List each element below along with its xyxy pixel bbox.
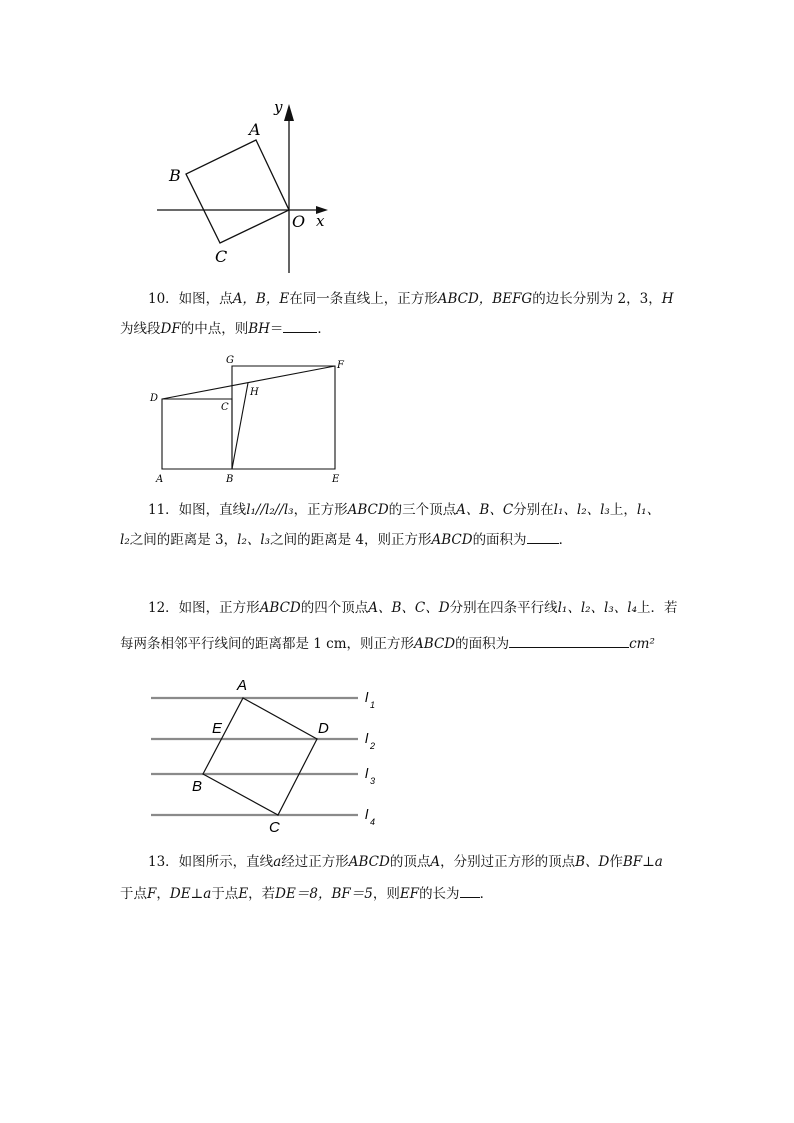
label-l3-subscript: 3 — [370, 776, 376, 786]
label-l1-subscript: 1 — [370, 700, 376, 710]
figure-two-squares — [148, 352, 363, 486]
text: 在同一条直线上，正方形 — [289, 291, 438, 307]
segment-ef: EF — [399, 886, 420, 902]
text: 的三个顶点 — [388, 502, 457, 518]
label-a: A — [156, 474, 164, 485]
problem-12-number: 12．如图，正方形 — [148, 600, 260, 616]
perp-de: DE⊥a — [169, 886, 212, 902]
problem-11-number: 11．如图，直线 — [148, 502, 247, 518]
problem-12-line-2 — [120, 626, 700, 662]
answer-blank[interactable] — [283, 318, 317, 333]
label-l1: l — [365, 689, 369, 705]
text: 经过正方形 — [281, 854, 349, 870]
squares: ABCD，BEFG — [437, 291, 533, 307]
segment-bh: BH — [248, 321, 270, 337]
text: 的中点，则 — [180, 321, 249, 337]
label-l2: l — [365, 730, 369, 746]
label-g: G — [226, 355, 234, 366]
problem-10-line-2 — [120, 314, 700, 344]
condition: DE＝8，BF＝5 — [275, 886, 373, 902]
label-f: F — [337, 360, 344, 371]
label-c: C — [215, 247, 228, 266]
label-o: O — [292, 212, 306, 231]
text: 为线段 — [120, 321, 161, 337]
label-d: D — [318, 720, 329, 737]
problem-11 — [120, 495, 700, 555]
text: 的面积为 — [472, 532, 527, 548]
perp-bf: BF⊥a — [622, 854, 663, 870]
text: 上， — [609, 502, 637, 518]
label-l3: l — [365, 765, 369, 781]
text: ，若 — [248, 886, 276, 902]
text: ， — [156, 886, 170, 902]
label-x: x — [316, 212, 325, 230]
problem-10-line-1 — [120, 284, 700, 314]
point-h: H — [661, 291, 674, 307]
square-name: ABCD — [259, 600, 301, 616]
problem-11-line-2 — [120, 525, 700, 555]
label-d: D — [150, 393, 159, 404]
label-e: E — [332, 474, 340, 485]
text: 每两条相邻平行线间的距离都是 1 cm，则正方形 — [120, 636, 415, 652]
text: 的边长分别为 2，3， — [532, 291, 662, 307]
label-b: B — [226, 474, 234, 485]
point-e: E — [238, 886, 249, 902]
square-name: ABCD — [348, 854, 390, 870]
unit: cm² — [629, 636, 655, 652]
line-a: a — [273, 854, 282, 870]
segment-bh-line — [232, 383, 248, 469]
problem-10 — [120, 284, 700, 344]
text: ，则 — [372, 886, 400, 902]
label-l4: l — [365, 806, 369, 822]
label-h: H — [250, 387, 259, 398]
text: 作 — [609, 854, 623, 870]
text: 于点 — [120, 886, 147, 902]
label-y: y — [274, 98, 283, 116]
problem-13-line-1 — [120, 846, 700, 878]
square-abcd — [203, 698, 317, 815]
line-l2: l₂ — [120, 532, 130, 548]
text: 之间的距离是 4，则正方形 — [270, 532, 432, 548]
text: 的四个顶点 — [300, 600, 369, 616]
text: 分别在四条平行线 — [449, 600, 558, 616]
answer-blank[interactable] — [460, 883, 480, 898]
label-c: C — [221, 402, 229, 413]
problem-13-number: 13．如图所示，直线 — [148, 854, 274, 870]
problem-12-line-1 — [120, 590, 700, 626]
point-f: F — [147, 886, 157, 902]
problem-10-number: 10．如图，点 — [148, 291, 233, 307]
text: 的面积为 — [455, 636, 510, 652]
problem-11-line-1 — [120, 495, 700, 525]
text: 之间的距离是 3， — [129, 532, 238, 548]
segment-df-line — [162, 366, 335, 399]
square-befg — [232, 366, 335, 469]
problem-12 — [120, 590, 700, 662]
label-a: A — [249, 120, 261, 139]
label-c: C — [269, 819, 280, 836]
label-b: B — [192, 778, 203, 795]
text: 于点 — [211, 886, 239, 902]
answer-blank[interactable] — [527, 529, 559, 544]
label-a: A — [237, 677, 248, 694]
label-l2-subscript: 2 — [370, 741, 376, 751]
square-abco — [186, 140, 289, 243]
text: ． — [479, 886, 494, 902]
text: 分别在 — [513, 502, 554, 518]
lines: l₁、l₂、l₃、l₄ — [557, 600, 638, 616]
square-name: ABCD — [431, 532, 473, 548]
text: ． — [558, 532, 573, 548]
point-a: A — [430, 854, 441, 870]
coordinate-square-svg — [150, 95, 340, 280]
square-name: ABCD — [414, 636, 456, 652]
parallel-lines-svg — [148, 672, 388, 842]
square-name: ABCD — [347, 502, 389, 518]
label-b: B — [169, 166, 181, 185]
label-l4-subscript: 4 — [370, 817, 376, 827]
text: 上．若 — [637, 600, 678, 616]
segment-df: DF — [160, 321, 181, 337]
figure-parallel-lines-square — [148, 672, 388, 842]
points: A、B、C — [456, 502, 514, 518]
problem-13 — [120, 846, 700, 910]
lines: l₁、l₂、l₃ — [553, 502, 610, 518]
parallel-lines: l₁//l₂//l₃ — [246, 502, 294, 518]
points-abe: A，B，E — [232, 291, 290, 307]
points: A、B、C、D — [368, 600, 450, 616]
text: ＝ — [269, 321, 284, 337]
problem-13-line-2 — [120, 878, 700, 910]
lines-l2-l3: l₂、l₃ — [237, 532, 271, 548]
text: 的长为 — [419, 886, 460, 902]
y-axis-arrow — [284, 104, 294, 121]
points-bd: B、D — [575, 854, 610, 870]
text: ，分别过正方形的顶点 — [440, 854, 576, 870]
line-l1: l₁、 — [636, 502, 661, 518]
text: 的顶点 — [389, 854, 431, 870]
label-e: E — [212, 720, 223, 737]
figure-coordinate-square — [150, 95, 340, 280]
text: ． — [317, 321, 331, 337]
answer-blank[interactable] — [509, 633, 629, 648]
text: ，正方形 — [293, 502, 348, 518]
two-squares-svg — [148, 352, 363, 486]
